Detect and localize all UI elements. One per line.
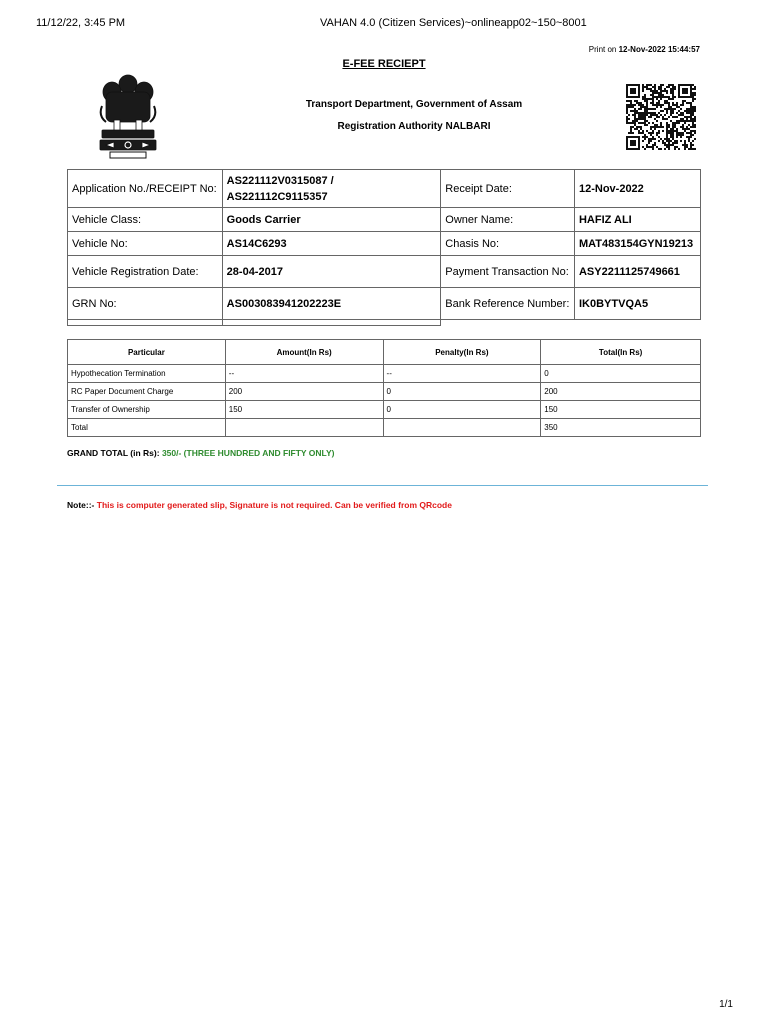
fee-cell: -- <box>383 365 541 383</box>
application-no-value-line2: AS221112C9115357 <box>226 190 328 203</box>
vehicle-no-value: AS14C6293 <box>222 232 441 256</box>
registration-date-label: Vehicle Registration Date: <box>68 256 223 288</box>
print-on-label: Print on <box>588 45 617 54</box>
info-spacer-row <box>68 320 701 326</box>
qr-code-icon <box>626 84 696 150</box>
fee-cell: 200 <box>541 383 701 401</box>
registration-authority: Registration Authority NALBARI <box>337 121 491 132</box>
department-name: Transport Department, Government of Assam <box>305 99 523 110</box>
fee-row <box>68 383 701 401</box>
note-label: Note::- <box>67 500 95 510</box>
fee-row <box>68 401 701 419</box>
fee-cell: 150 <box>225 401 383 419</box>
col-amount: Amount(In Rs) <box>225 340 383 365</box>
chasis-no-label: Chasis No: <box>441 232 575 256</box>
col-penalty: Penalty(In Rs) <box>383 340 541 365</box>
info-row <box>68 232 701 256</box>
grand-total <box>67 448 334 458</box>
national-emblem-icon <box>88 70 168 162</box>
info-row <box>68 170 701 208</box>
fee-cell: 0 <box>383 383 541 401</box>
print-datetime: 11/12/22, 3:45 PM <box>36 17 126 29</box>
payment-transaction-value: ASY2211125749661 <box>574 256 700 288</box>
fee-cell <box>383 419 541 437</box>
col-total: Total(In Rs) <box>541 340 701 365</box>
grand-total-label: GRAND TOTAL (in Rs): <box>67 448 160 458</box>
grand-total-value: 350/- (THREE HUNDRED AND FIFTY ONLY) <box>161 448 335 458</box>
print-on-stamp <box>589 45 700 54</box>
application-no-value <box>222 170 441 208</box>
print-page-title: VAHAN 4.0 (Citizen Services)~onlineapp02~150~8001 <box>320 17 587 29</box>
application-no-value-line1: AS221112V0315087 / <box>226 174 334 187</box>
registration-date-value: 28-04-2017 <box>222 256 441 288</box>
divider <box>57 485 708 486</box>
bank-reference-label: Bank Reference Number: <box>441 288 575 320</box>
bank-reference-value: IK0BYTVQA5 <box>574 288 700 320</box>
vehicle-class-label: Vehicle Class: <box>68 208 223 232</box>
owner-name-value: HAFIZ ALI <box>574 208 700 232</box>
receipt-title: E-FEE RECIEPT <box>342 58 426 70</box>
vehicle-class-value: Goods Carrier <box>222 208 441 232</box>
fee-cell: Transfer of Ownership <box>68 401 226 419</box>
fee-cell: -- <box>225 365 383 383</box>
info-row <box>68 208 701 232</box>
payment-transaction-label: Payment Transaction No: <box>441 256 575 288</box>
note-text: This is computer generated slip, Signature is not required. Can be verified from QRcode <box>96 500 452 510</box>
receipt-title-wrap <box>0 58 768 70</box>
receipt-date-value: 12-Nov-2022 <box>574 170 700 208</box>
vehicle-info-table <box>67 169 701 326</box>
print-on-value: 12-Nov-2022 15:44:57 <box>618 45 700 54</box>
fee-cell: Total <box>68 419 226 437</box>
receipt-date-label: Receipt Date: <box>441 170 575 208</box>
fee-row <box>68 365 701 383</box>
fee-cell: 350 <box>541 419 701 437</box>
info-row <box>68 288 701 320</box>
fee-cell: 200 <box>225 383 383 401</box>
fee-cell <box>225 419 383 437</box>
page-number: 1/1 <box>719 999 733 1010</box>
vehicle-no-label: Vehicle No: <box>68 232 223 256</box>
fee-header-row <box>68 340 701 365</box>
application-no-label: Application No./RECEIPT No: <box>68 170 223 208</box>
grn-no-value: AS003083941202223E <box>222 288 441 320</box>
fee-table <box>67 339 701 437</box>
fee-cell: 150 <box>541 401 701 419</box>
note <box>67 500 452 510</box>
fee-cell: Hypothecation Termination <box>68 365 226 383</box>
fee-cell: 0 <box>541 365 701 383</box>
info-row <box>68 256 701 288</box>
fee-cell: RC Paper Document Charge <box>68 383 226 401</box>
chasis-no-value: MAT483154GYN19213 <box>574 232 700 256</box>
grn-no-label: GRN No: <box>68 288 223 320</box>
owner-name-label: Owner Name: <box>441 208 575 232</box>
fee-cell: 0 <box>383 401 541 419</box>
fee-total-row <box>68 419 701 437</box>
col-particular: Particular <box>68 340 226 365</box>
